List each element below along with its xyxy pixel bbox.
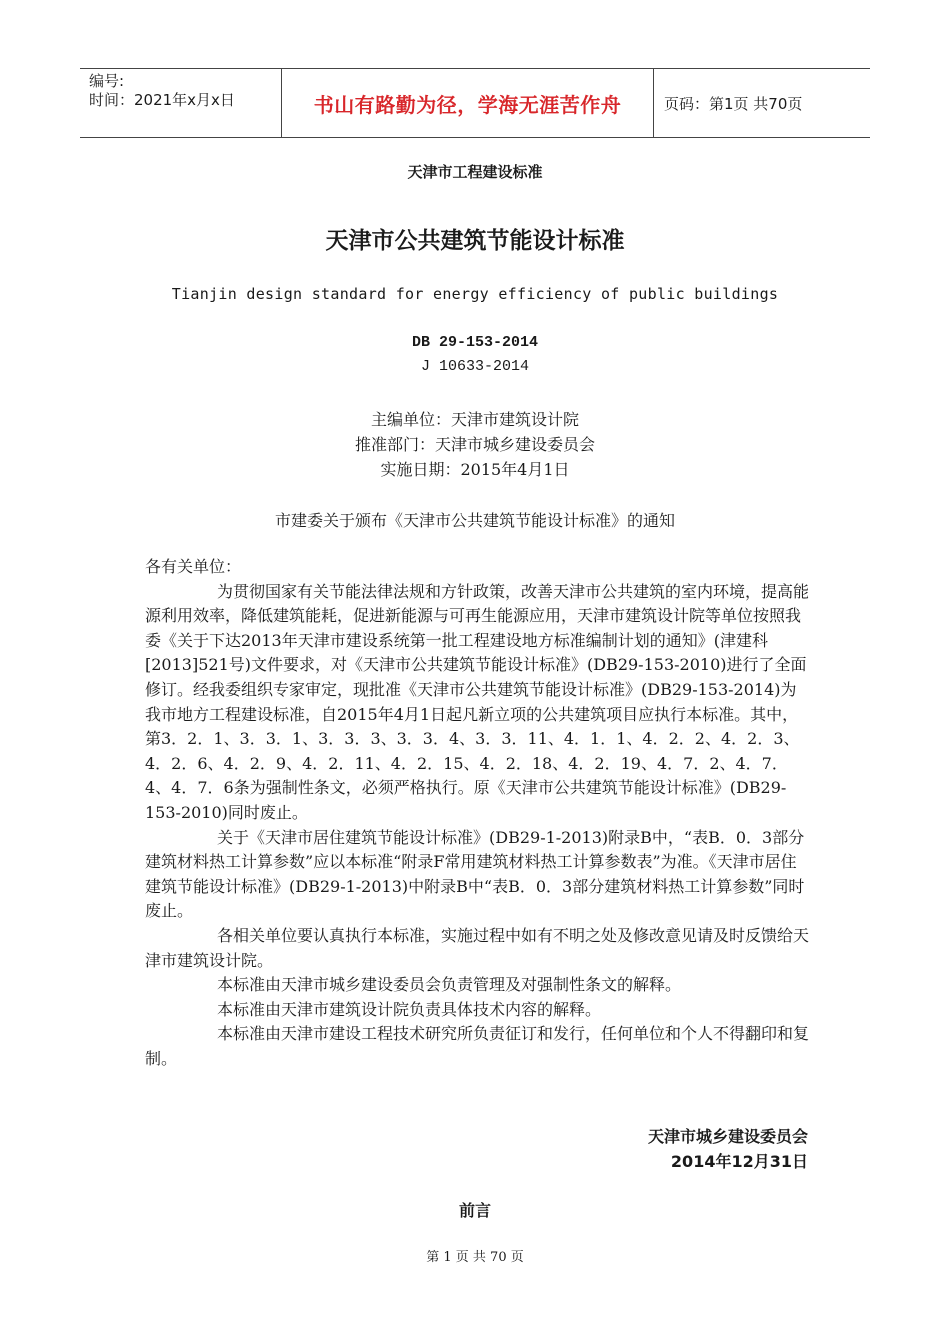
editor-unit: 主编单位：天津市建筑设计院 [370,410,579,429]
notice-paragraph: 各相关单位要认真执行本标准，实施过程中如有不明之处及修改意见请及时反馈给天津市建筑设计院。 [145,925,810,970]
header-page-info: 页码：第1页 共70页 [664,94,803,113]
document-time-label: 时间：2021年x月x日 [89,91,235,109]
notice-signature [648,1124,808,1174]
notice-paragraph: 本标准由天津市城乡建设委员会负责管理及对强制性条文的解释。 [217,975,682,995]
english-title: Tianjin design standard for energy efficiency of public buildings [171,285,779,303]
signer-name: 天津市城乡建设委员会 [647,1127,808,1146]
notice-salutation: 各有关单位： [145,557,242,576]
document-meta [0,407,950,482]
header-meta [80,69,282,137]
standard-code-db: DB 29-153-2014 [411,334,539,351]
notice-paragraph: 本标准由天津市建设工程技术研究所负责征订和发行，任何单位和个人不得翻印和复制。 [145,1024,810,1068]
document-title: 天津市公共建筑节能设计标准 [325,228,625,254]
signature-date: 2014年12月31日 [670,1152,808,1171]
notice-paragraph: 关于《天津市居住建筑节能设计标准》(DB29-1-2013)附录B中，“表B．0．3部分建筑材料热工计算参数”应以本标准“附录F常用建筑材料热工计算参数表”为准。《天津市居住建筑节能设计标准》(DB29-1-2013)中附录B中“表B．0．3部分建筑材料热工计算参数”同时废止。 [145,827,805,921]
page-header [80,68,870,138]
notice-title: 市建委关于颁布《天津市公共建筑节能设计标准》的通知 [274,511,675,530]
page-footer: 第 1 页 共 70 页 [426,1250,524,1265]
notice-body [145,555,810,1071]
standard-series: 天津市工程建设标准 [407,163,543,181]
approval-department: 推准部门：天津市城乡建设委员会 [354,435,595,454]
header-motto: 书山有路勤为径，学海无涯苦作舟 [282,69,654,137]
standard-code-j: J 10633-2014 [420,358,530,375]
document-number-label: 编号: [89,72,125,90]
effective-date: 实施日期：2015年4月1日 [380,460,570,479]
preface-heading: 前言 [458,1201,491,1220]
notice-paragraph: 为贯彻国家有关节能法律法规和方针政策，改善天津市公共建筑的室内环境，提高能源利用效率，降低建筑能耗，促进新能源与可再生能源应用，天津市建筑设计院等单位按照我委《关于下达2013年天津市建设系统第一批工程建设地方标准编制计划的通知》(津建科[2013]521号)文件要求，对《天津市公共建筑节能设计标准》(DB29-153-2010)进行了全面修订。经我委组织专家审定，现批准《天津市公共建筑节能设计标准》(DB29-153-2014)为我市地方工程建设标准，自2015年4月1日起凡新立项的公共建筑项目应执行本标准。其中，第3．2．1、3．3．1、3．3．3、3．3．4、3．3．11、4．1．1、4．2．2、4．2．3、4．2．6、4．2．9、4．2．11、4．2．15、4．2．18、4．2．19、4．7．2、4．7．4、4．7．6条为强制性条文，必须严格执行。原《天津市公共建筑节能设计标准》(DB29-153-2010)同时废止。 [145,581,810,822]
notice-paragraph: 本标准由天津市建筑设计院负责具体技术内容的解释。 [217,999,602,1019]
